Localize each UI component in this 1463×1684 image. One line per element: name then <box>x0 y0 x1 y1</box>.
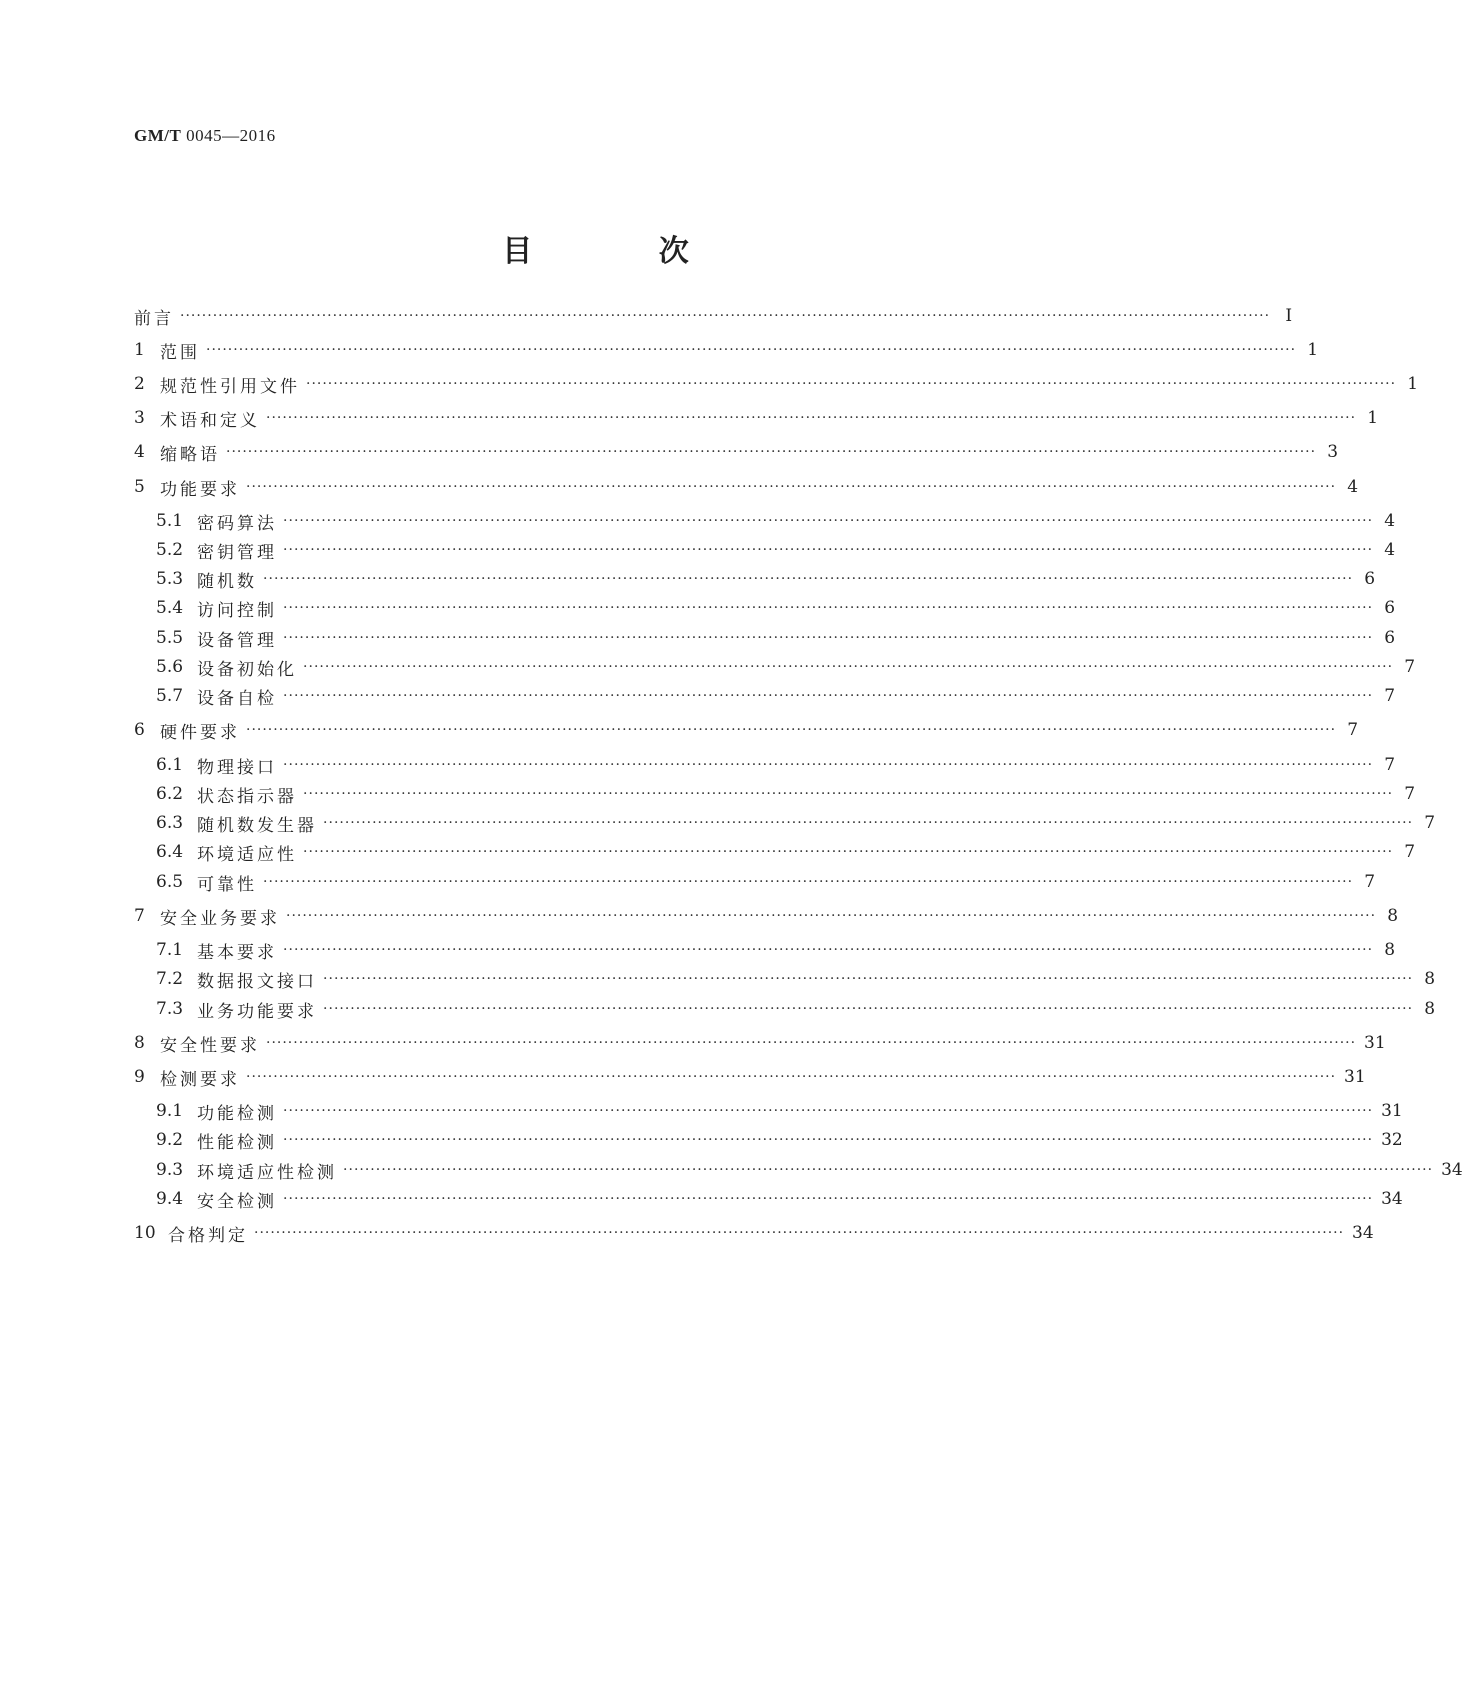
toc-entry-number: 9.3 <box>156 1160 184 1180</box>
toc-dot-leader: ········································································································································································································ <box>283 1103 1374 1119</box>
document-code-number: 0045—2016 <box>186 126 276 145</box>
toc-entry-number: 7.1 <box>156 940 184 960</box>
toc-entry-number: 6.2 <box>156 784 184 804</box>
toc-entry-number: 9.1 <box>156 1101 184 1121</box>
toc-entry-label: 可靠性 <box>197 874 258 895</box>
toc-entry-number: 5.7 <box>156 686 184 706</box>
toc-entry-page: 7 <box>1404 784 1416 804</box>
toc-dot-leader: ········································································································································································································ <box>303 844 1394 860</box>
toc-dot-leader: ········································································································································································································ <box>286 908 1377 924</box>
toc-entry-label: 规范性引用文件 <box>160 376 300 397</box>
toc-entry-label: 环境适应性检测 <box>197 1162 338 1183</box>
toc-entry-page: 4 <box>1384 511 1396 531</box>
toc-entry <box>134 407 1379 431</box>
document-code <box>134 126 276 146</box>
toc-entry-label: 功能要求 <box>160 479 240 500</box>
toc-entry <box>134 1222 1374 1246</box>
toc-entry-number: 5.2 <box>156 540 184 560</box>
toc-dot-leader: ········································································································································································································ <box>283 757 1374 773</box>
toc-entry-page: 34 <box>1381 1189 1403 1209</box>
toc-title: 目 次 <box>502 234 747 269</box>
toc-entry-page: 31 <box>1344 1067 1366 1087</box>
toc-entry-label: 随机数发生器 <box>197 815 318 836</box>
toc-entry-number: 7 <box>134 906 145 926</box>
toc-dot-leader: ········································································································································································································ <box>246 1069 1337 1085</box>
toc-entry <box>134 1100 1403 1124</box>
toc-entry-label: 范围 <box>160 342 200 363</box>
toc-dot-leader: ········································································································································································································ <box>283 600 1374 616</box>
toc-dot-leader: ········································································································································································································ <box>323 815 1414 831</box>
toc-entry-label: 安全性要求 <box>160 1035 260 1056</box>
toc-entry-label: 设备初始化 <box>197 659 298 680</box>
toc-dot-leader: ········································································································································································································ <box>266 410 1357 426</box>
toc-entry-page: 34 <box>1352 1223 1374 1243</box>
toc-entry-number: 5.4 <box>156 598 184 618</box>
toc-entry-number: 5.1 <box>156 511 184 531</box>
toc-entry-page: 7 <box>1347 720 1359 740</box>
toc-entry-label: 前言 <box>134 308 174 329</box>
toc-entry-number: 6 <box>134 720 145 740</box>
toc-entry-page: 7 <box>1404 657 1416 677</box>
toc-entry <box>134 812 1436 836</box>
toc-entry <box>134 568 1376 592</box>
toc-dot-leader: ········································································································································································································ <box>266 1035 1357 1051</box>
toc-entry-page: 8 <box>1387 906 1399 926</box>
toc-entry-number: 5 <box>134 477 145 497</box>
toc-entry-page: 1 <box>1367 408 1379 428</box>
toc-entry <box>134 998 1436 1022</box>
toc-entry-number: 5.5 <box>156 628 184 648</box>
toc-entry-page: 31 <box>1364 1033 1386 1053</box>
toc-entry-page: 6 <box>1364 569 1376 589</box>
toc-dot-leader: ········································································································································································································ <box>283 542 1374 558</box>
toc-entry <box>134 754 1396 778</box>
toc-entry <box>134 373 1419 397</box>
toc-dot-leader: ········································································································································································································ <box>246 722 1337 738</box>
toc-entry-number: 8 <box>134 1033 145 1053</box>
toc-entry-label: 术语和定义 <box>160 410 260 431</box>
toc-entry-label: 性能检测 <box>197 1132 278 1153</box>
toc-entry-page: 7 <box>1384 755 1396 775</box>
toc-entry <box>134 476 1359 500</box>
toc-entry-label: 密钥管理 <box>197 542 278 563</box>
toc-entry-number: 6.3 <box>156 813 184 833</box>
toc-entry-label: 缩略语 <box>160 444 220 465</box>
toc-entry-label: 检测要求 <box>160 1069 240 1090</box>
toc-dot-leader: ········································································································································································································ <box>283 1132 1374 1148</box>
toc-entry <box>134 871 1376 895</box>
toc-dot-leader: ········································································································································································································ <box>206 342 1297 358</box>
toc-entry-number: 5.6 <box>156 657 184 677</box>
toc-entry-label: 物理接口 <box>197 757 278 778</box>
toc-entry-page: 7 <box>1364 872 1376 892</box>
toc-entry <box>134 1188 1403 1212</box>
toc-entry-page: 6 <box>1384 598 1396 618</box>
toc-dot-leader: ········································································································································································································ <box>303 786 1394 802</box>
toc-entry-number: 1 <box>134 340 145 360</box>
toc-entry-number: 9 <box>134 1067 145 1087</box>
toc-dot-leader: ········································································································································································································ <box>323 971 1414 987</box>
toc-entry-label: 密码算法 <box>197 513 278 534</box>
toc-entry-page: 7 <box>1384 686 1396 706</box>
toc-entry-label: 设备自检 <box>197 688 278 709</box>
toc-entry-number: 6.1 <box>156 755 184 775</box>
toc-entry-label: 安全业务要求 <box>160 908 280 929</box>
toc-entry-label: 基本要求 <box>197 942 278 963</box>
toc-entry-page: 7 <box>1404 842 1416 862</box>
toc-entry-label: 业务功能要求 <box>197 1001 318 1022</box>
toc-dot-leader: ········································································································································································································ <box>254 1225 1345 1241</box>
toc-entry-label: 功能检测 <box>197 1103 278 1124</box>
toc-entry-number: 7.2 <box>156 969 184 989</box>
toc-entry <box>134 968 1436 992</box>
toc-entry-number: 3 <box>134 408 145 428</box>
toc-entry-label: 设备管理 <box>197 630 278 651</box>
toc-entry-label: 状态指示器 <box>197 786 298 807</box>
toc-entry-page: 31 <box>1381 1101 1403 1121</box>
toc-dot-leader: ········································································································································································································ <box>283 630 1374 646</box>
toc-entry <box>134 627 1396 651</box>
toc-entry-label: 随机数 <box>197 571 258 592</box>
toc-entry-page: 7 <box>1424 813 1436 833</box>
toc-dot-leader: ········································································································································································································ <box>283 513 1374 529</box>
toc-dot-leader: ········································································································································································································ <box>323 1001 1414 1017</box>
toc-entry-page: 8 <box>1384 940 1396 960</box>
toc-entry <box>134 441 1339 465</box>
toc-dot-leader: ········································································································································································································ <box>283 942 1374 958</box>
toc-dot-leader: ········································································································································································································ <box>306 376 1397 392</box>
toc-entry-number: 5.3 <box>156 569 184 589</box>
toc-entry-number: 2 <box>134 374 145 394</box>
toc-dot-leader: ········································································································································································································ <box>226 444 1317 460</box>
toc-dot-leader: ········································································································································································································ <box>283 1191 1374 1207</box>
toc-entry <box>134 783 1416 807</box>
toc-entry <box>134 841 1416 865</box>
toc-entry-number: 9.4 <box>156 1189 184 1209</box>
toc-entry <box>134 305 1293 329</box>
toc-entry-page: 4 <box>1384 540 1396 560</box>
toc-entry-number: 6.4 <box>156 842 184 862</box>
toc-entry-page: 3 <box>1327 442 1339 462</box>
toc-entry-page: 1 <box>1307 340 1319 360</box>
toc-entry <box>134 905 1399 929</box>
toc-entry <box>134 1032 1386 1056</box>
toc-entry-page: 1 <box>1407 374 1419 394</box>
toc-entry-label: 访问控制 <box>197 600 278 621</box>
toc-entry-label: 数据报文接口 <box>197 971 318 992</box>
toc-entry <box>134 685 1396 709</box>
toc-entry <box>134 1159 1463 1183</box>
toc-entry <box>134 719 1359 743</box>
toc-entry <box>134 510 1396 534</box>
toc-entry-label: 硬件要求 <box>160 722 240 743</box>
toc-dot-leader: ········································································································································································································ <box>263 874 1354 890</box>
toc-entry <box>134 539 1396 563</box>
toc-dot-leader: ········································································································································································································ <box>303 659 1394 675</box>
toc-entry-page: I <box>1285 306 1293 326</box>
toc-entry-label: 环境适应性 <box>197 844 298 865</box>
toc-dot-leader: ········································································································································································································ <box>246 479 1337 495</box>
toc-entry <box>134 597 1396 621</box>
toc-dot-leader: ········································································································································································································ <box>263 571 1354 587</box>
toc-entry <box>134 1129 1403 1153</box>
toc-entry-page: 6 <box>1384 628 1396 648</box>
toc-dot-leader: ········································································································································································································ <box>180 308 1271 324</box>
toc-entry-page: 34 <box>1441 1160 1463 1180</box>
toc-entry-page: 4 <box>1347 477 1359 497</box>
toc-entry-label: 合格判定 <box>168 1225 248 1246</box>
toc-entry <box>134 939 1396 963</box>
toc-dot-leader: ········································································································································································································ <box>283 688 1374 704</box>
toc-entry-number: 4 <box>134 442 145 462</box>
toc-entry-page: 8 <box>1424 999 1436 1019</box>
toc-entry-page: 32 <box>1381 1130 1403 1150</box>
toc-entry-page: 8 <box>1424 969 1436 989</box>
toc-entry <box>134 656 1416 680</box>
toc-entry-number: 7.3 <box>156 999 184 1019</box>
toc-dot-leader: ········································································································································································································ <box>343 1162 1434 1178</box>
toc-entry-label: 安全检测 <box>197 1191 278 1212</box>
toc-entry-number: 10 <box>134 1223 156 1243</box>
document-code-prefix: GM/T <box>134 126 182 145</box>
toc-entry <box>134 339 1319 363</box>
toc-entry-number: 6.5 <box>156 872 184 892</box>
toc-entry <box>134 1066 1366 1090</box>
toc-entry-number: 9.2 <box>156 1130 184 1150</box>
